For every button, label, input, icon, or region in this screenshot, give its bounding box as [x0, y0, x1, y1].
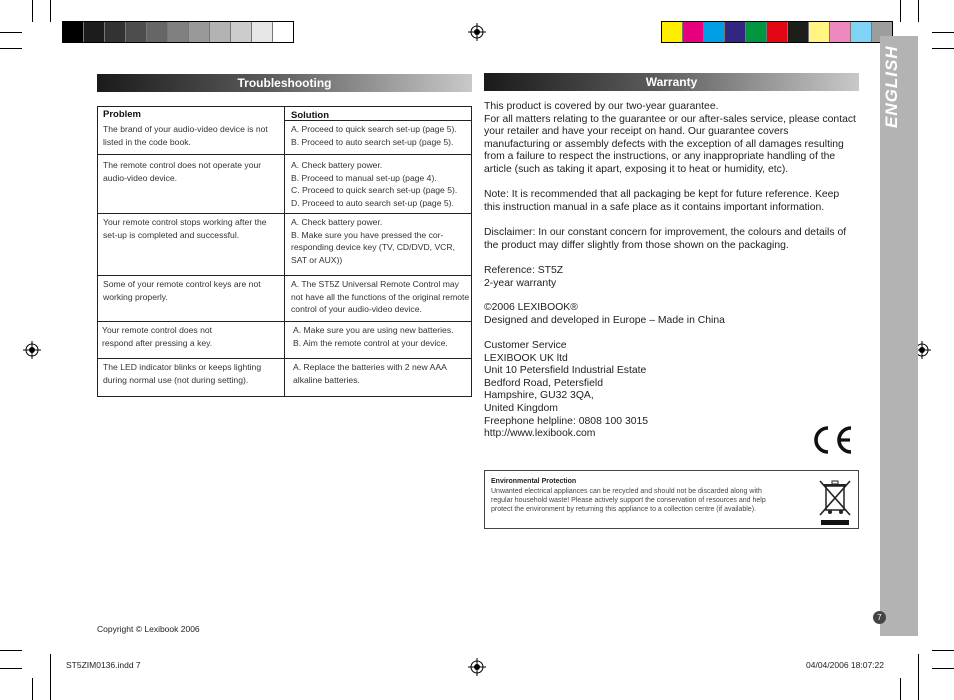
text-line: Note: It is recommended that all packaging be kept for future reference. Keep [484, 189, 840, 200]
warranty-header: Warranty [484, 73, 859, 91]
column-header-problem: Problem [103, 109, 142, 120]
text-line: Some of your remote control keys are not [103, 279, 261, 289]
solution-cell [291, 216, 455, 266]
color-swatch [273, 22, 293, 42]
warranty-copyright-text [484, 302, 725, 327]
text-line: Freephone helpline: 0808 100 3015 [484, 415, 649, 427]
text-line: from a failure to respect the instructions, or any inappropriate handling of the [484, 151, 836, 163]
problem-cell [103, 216, 267, 241]
text-line: A. Check battery power. [291, 217, 383, 227]
text-line: B. Proceed to auto search set-up (page 5). [291, 136, 454, 147]
color-swatch [63, 22, 84, 42]
environmental-protection-box [484, 470, 859, 529]
problem-cell [103, 361, 261, 386]
solution-cell [293, 361, 447, 386]
color-swatch [851, 22, 872, 42]
text-line: listed in the code book. [103, 136, 191, 147]
solution-cell [293, 324, 454, 349]
color-swatch [788, 22, 809, 42]
text-line: C. Proceed to quick search set-up (page 5). [291, 185, 458, 195]
warranty-note-text [484, 189, 839, 214]
problem-cell [103, 123, 268, 148]
customer-service-contact [484, 340, 648, 441]
text-line: This product is covered by our two-year guarantee. [484, 101, 719, 112]
color-swatch [767, 22, 788, 42]
print-timestamp: 04/04/2006 18:07:22 [806, 660, 884, 670]
solution-cell [291, 278, 469, 316]
text-line: A. Proceed to quick search set-up (page 5). [291, 124, 457, 134]
language-label: ENGLISH [882, 45, 901, 128]
text-line: article (such as taking it apart, exposing it to heat or humidity, etc). [484, 163, 789, 175]
text-line: The LED indicator blinks or keeps lighting [103, 362, 262, 372]
color-swatch [252, 22, 273, 42]
registration-mark-icon [468, 23, 486, 41]
color-swatch [662, 22, 683, 42]
color-swatch [704, 22, 725, 42]
text-line: A. Make sure you are using new batteries. [293, 325, 454, 335]
color-swatch [725, 22, 746, 42]
text-line: United Kingdom [484, 402, 558, 414]
text-line: Customer Service [484, 340, 567, 351]
text-line: Disclaimer: In our constant concern for improvement, the colours and details of [484, 227, 847, 238]
text-line: audio-video device. [103, 172, 178, 183]
environmental-text [491, 487, 766, 514]
text-line: control of your audio-video device. [291, 304, 422, 314]
page-number-badge: 7 [873, 611, 886, 624]
text-line: Your remote control does not [102, 325, 213, 335]
solution-cell [291, 123, 457, 148]
color-swatch [231, 22, 252, 42]
text-line: A. Replace the batteries with 2 new AAA [293, 362, 447, 372]
text-line: Designed and developed in Europe – Made in China [484, 314, 725, 326]
problem-cell [103, 278, 261, 303]
text-line: LEXIBOOK UK ltd [484, 352, 568, 364]
text-line: B. Proceed to manual set-up (page 4). [291, 172, 437, 183]
text-line: B. Make sure you have pressed the cor- [291, 229, 444, 240]
text-line: B. Aim the remote control at your device. [293, 337, 448, 348]
text-line: respond after pressing a key. [102, 337, 213, 348]
text-line: during normal use (not during setting). [103, 374, 249, 385]
process-color-bar [661, 21, 893, 43]
color-swatch [126, 22, 147, 42]
color-swatch [830, 22, 851, 42]
text-line: your retailer and have your receipt on hand. Our guarantee covers [484, 126, 789, 138]
text-line: regular household waste! Please actively support the conservation of resources and help [491, 497, 766, 504]
color-swatch [189, 22, 210, 42]
text-line: not have all the functions of the original remote [291, 291, 470, 302]
ce-mark-icon [809, 424, 855, 456]
text-line: the product may differ slightly from those shown on the packaging. [484, 239, 789, 251]
text-line: manufacturing or assembly defects with the exception of all damages resulting [484, 138, 844, 150]
registration-mark-icon [23, 341, 41, 359]
text-line: A. The ST5Z Universal Remote Control may [291, 279, 459, 289]
text-line: http://www.lexibook.com [484, 428, 596, 440]
text-line: Unit 10 Petersfield Industrial Estate [484, 365, 647, 377]
text-line: Your remote control stops working after the [103, 217, 267, 227]
text-line: responding device key (TV, CD/DVD, VCR, [291, 242, 455, 252]
text-line: A. Check battery power. [291, 160, 383, 170]
page-copyright: Copyright © Lexibook 2006 [97, 624, 200, 634]
text-line: The remote control does not operate your [103, 160, 262, 170]
text-line: alkaline batteries. [293, 374, 360, 385]
warranty-guarantee-text [484, 101, 856, 177]
text-line: For all matters relating to the guarantee or our after-sales service, please contact [484, 113, 856, 125]
color-swatch [746, 22, 767, 42]
warranty-disclaimer-text [484, 227, 846, 252]
text-line: Reference: ST5Z [484, 265, 564, 276]
color-swatch [683, 22, 704, 42]
column-header-solution: Solution [291, 110, 329, 121]
color-swatch [147, 22, 168, 42]
troubleshooting-table [97, 106, 472, 397]
text-line: SAT or AUX)) [291, 254, 343, 265]
text-line: Bedford Road, Petersfield [484, 377, 603, 389]
text-line: Unwanted electrical appliances can be recycled and should not be discarded along with [491, 488, 762, 495]
problem-cell [102, 324, 212, 349]
registration-mark-icon [468, 658, 486, 676]
text-line: D. Proceed to auto search set-up (page 5). [291, 197, 454, 208]
text-line: set-up is completed and successful. [103, 229, 240, 240]
troubleshooting-header: Troubleshooting [97, 74, 472, 92]
solution-cell [291, 159, 457, 209]
color-swatch [84, 22, 105, 42]
crossed-bin-icon [817, 476, 853, 526]
text-line: 2-year warranty [484, 277, 557, 289]
gray-color-bar [62, 21, 294, 43]
problem-cell [103, 159, 261, 184]
file-slug: ST5ZIM0136.indd 7 [66, 660, 141, 670]
color-swatch [168, 22, 189, 42]
text-line: The brand of your audio-video device is not [103, 124, 268, 134]
text-line: ©2006 LEXIBOOK® [484, 302, 578, 313]
color-swatch [105, 22, 126, 42]
environmental-title: Environmental Protection [491, 478, 577, 485]
color-swatch [210, 22, 231, 42]
text-line: protect the environment by returning this appliance to a collection centre (if available). [491, 506, 756, 513]
text-line: Hampshire, GU32 3QA, [484, 390, 594, 402]
warranty-reference-text [484, 265, 563, 290]
color-swatch [809, 22, 830, 42]
text-line: this instruction manual in a safe place as it contains important information. [484, 201, 825, 213]
text-line: working properly. [103, 291, 168, 302]
